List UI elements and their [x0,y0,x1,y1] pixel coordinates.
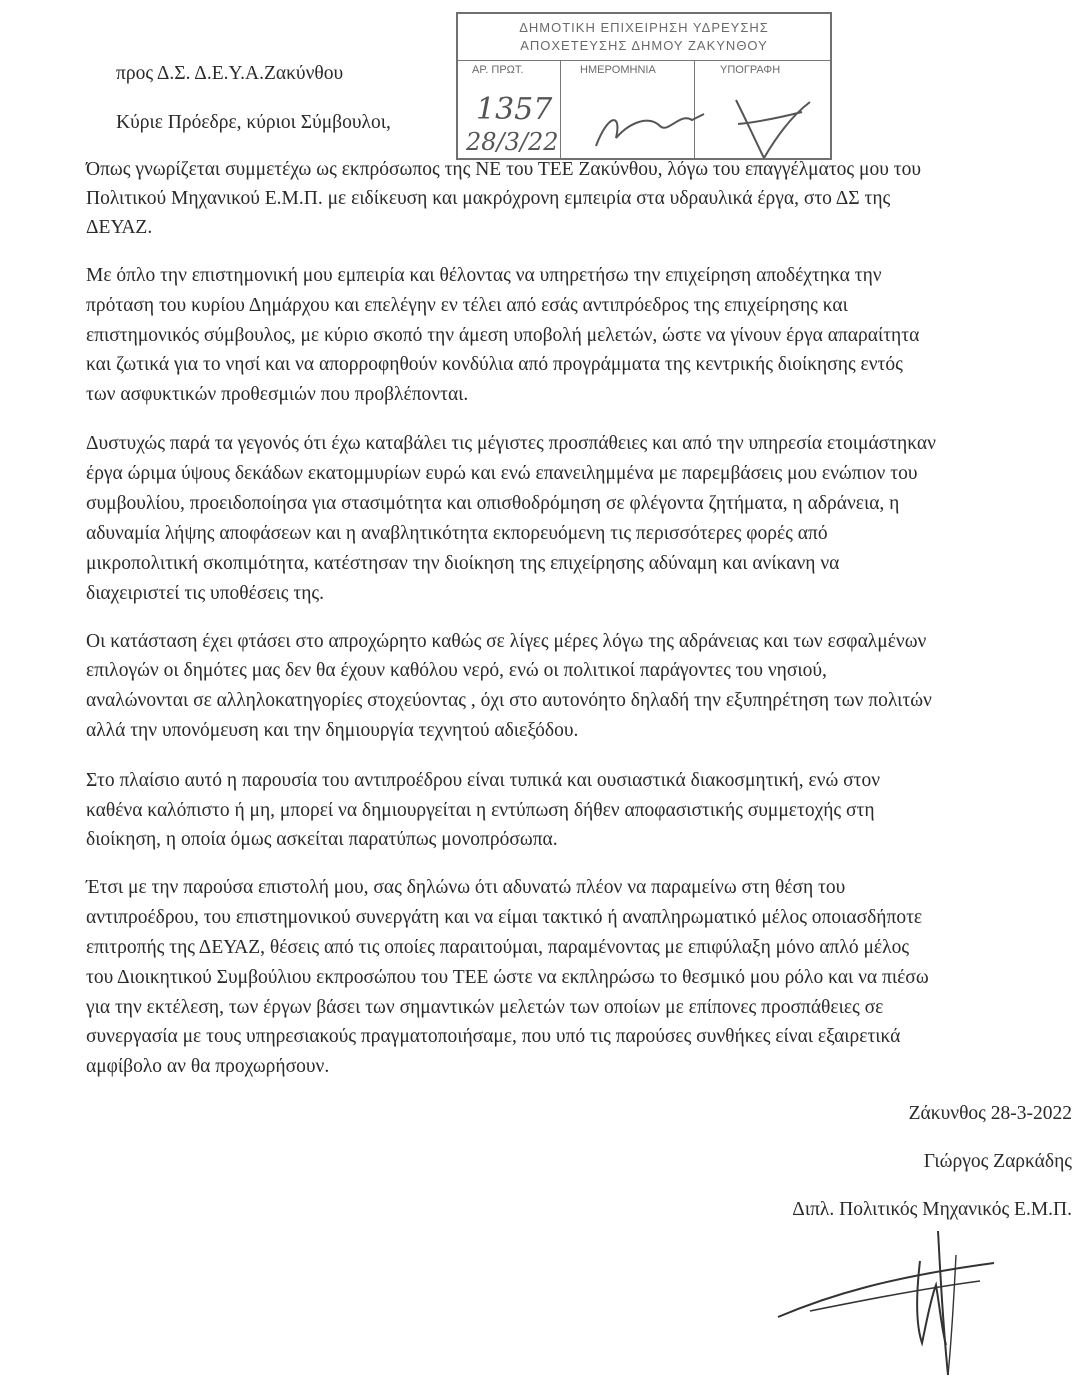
closing-place-date: Ζάκυνθος 28-3-2022 [908,1103,1072,1124]
paragraph-5-line-1: Στο πλαίσιο αυτό η παρουσία του αντιπροέδρου είναι τυπικά και ουσιαστικά διακοσμητική, ενώ στον [86,770,881,791]
paragraph-3-line-1: Δυστυχώς παρά τα γεγονός ότι έχω καταβάλει τις μέγιστες προσπάθειες και από την υπηρεσία ετοιμάστηκαν [86,433,936,454]
salutation: Κύριε Πρόεδρε, κύριοι Σύμβουλοι, [116,112,391,133]
paragraph-3-line-6: διαχειριστεί τις υποθέσεις της. [86,583,325,604]
closing-signatory-name: Γιώργος Ζαρκάδης [923,1151,1072,1172]
stamp-line-2: ΑΠΟΧΕΤΕΥΣΗΣ ΔΗΜΟΥ ΖΑΚΥΝΘΟΥ [520,38,768,53]
paragraph-2-line-5: των ασφυκτικών προθεσμιών που προβλέπονται. [86,384,469,405]
paragraph-1-line-2: Πολιτικού Μηχανικού Ε.Μ.Π. με ειδίκευση και μακρόχρονη εμπειρία στα υδραυλικά έργα, στο ΔΣ της [86,188,891,209]
paragraph-6-line-5: για την εκτέλεση, των έργων βάσει των σημαντικών μελετών των οποίων με επίπονες προσπάθειες σε [86,997,884,1018]
stamp-handwritten-number: 1357 [476,92,553,127]
paragraph-6-line-3: επιτροπής της ΔΕΥΑΖ, θέσεις από τις οποίες παραιτούμαι, παραμένοντας με επιφύλαξη μόνο απλό μέλος [86,937,910,958]
paragraph-6-line-7: αμφίβολο αν θα προχωρήσουν. [86,1056,330,1077]
stamp-col-signature: ΥΠΟΓΡΑΦΗ [720,64,781,76]
paragraph-6-line-6: συνεργασία με τους υπηρεσιακούς πραγματοποιήσαμε, που υπό τις παρούσες συνθήκες είναι εξαιρετικά [86,1026,901,1047]
stamp-column-separator [560,60,561,158]
paragraph-6-line-2: αντιπροέδρου, του επιστημονικού συνεργάτη και να είμαι τακτικό ή αναπληρωματικό μέλος οποιασδήποτε [86,907,923,928]
stamp-handwritten-initials [588,94,828,164]
paragraph-1-line-3: ΔΕΥΑΖ. [86,217,153,238]
paragraph-2-line-1: Με όπλο την επιστημονική μου εμπειρία και θέλοντας να υπηρετήσω την επιχείρηση αποδέχτηκα την [86,265,882,286]
stamp-handwritten-date: 28/3/22 [466,128,559,156]
paragraph-4-line-4: αλλά την υπονόμευση και την δημιουργία τεχνητού αδιεξόδου. [86,720,579,741]
paragraph-3-line-4: αδυναμία λήψης αποφάσεων και η αναβλητικότητα εκπορευόμενη τις περισσότερες φορές από [86,523,828,544]
paragraph-4-line-1: Οι κατάσταση έχει φτάσει στο απροχώρητο καθώς σε λίγες μέρες λόγω της αδράνειας και των εσφαλμένων [86,631,927,652]
paragraph-2-line-2: πρόταση του κυρίου Δημάρχου και επελέγην εν τέλει από εσάς αντιπρόεδρος της επιχείρησης και [86,295,848,316]
paragraph-6-line-1: Έτσι με την παρούσα επιστολή μου, σας δηλώνω ότι αδυνατώ πλέον να παραμείνω στη θέση του [86,877,846,898]
paragraph-3-line-2: έργα ώριμα ύψους δεκάδων εκατομμυρίων ευρώ και ενώ επανειλημμένα με παρεμβάσεις μου ενώπιον του [86,463,918,484]
paragraph-3-line-5: μικροπολιτική σκοπιμότητα, κατέστησαν την διοίκηση της επιχείρησης αδύναμη και ανίκανη να [86,553,840,574]
stamp-col-date: ΗΜΕΡΟΜΗΝΙΑ [580,64,656,76]
recipient-line: προς Δ.Σ. Δ.Ε.Υ.Α.Ζακύνθου [116,63,344,84]
stamp-line-1: ΔΗΜΟΤΙΚΗ ΕΠΙΧΕΙΡΗΣΗ ΥΔΡΕΥΣΗΣ [519,20,769,35]
stamp-col-number: ΑΡ. ΠΡΩΤ. [472,64,524,76]
paragraph-2-line-4: και ζωτικά για το νησί και να απορροφηθούν κονδύλια από προγράμματα της κεντρικής διοίκησης εντός [86,354,903,375]
paragraph-4-line-3: αναλώνονται σε αλληλοκατηγορίες στοχεύοντας , όχι στο αυτονόητο δηλαδή την εξυπηρέτηση των πολιτών [86,690,932,711]
paragraph-1-line-1: Όπως γνωρίζεται συμμετέχω ως εκπρόσωπος της ΝΕ του ΤΕΕ Ζακύνθου, λόγω του επαγγέλματος μου του [86,159,921,180]
paragraph-6-line-4: του Διοικητικού Συμβούλιου εκπροσώπου του ΤΕΕ ώστε να εκπληρώσω το θεσμικό μου ρόλο και να πιέσω [86,967,929,988]
registration-stamp [456,12,832,160]
paragraph-3-line-3: συμβουλίου, προειδοποίησα για στασιμότητα και οπισθοδρόμηση σε φλέγοντα ζητήματα, η αδράνεια, η [86,493,900,514]
paragraph-5-line-2: καθένα καλόπιστο ή μη, μπορεί να δημιουργείται η εντύπωση δήθεν αποφασιστικής συμμετοχής στη [86,800,875,821]
paragraph-5-line-3: διοίκηση, η οποία όμως ασκείται παρατύπως μονοπρόσωπα. [86,829,558,850]
closing-signatory-title: Διπλ. Πολιτικός Μηχανικός Ε.Μ.Π. [792,1199,1072,1220]
handwritten-signature [770,1225,1000,1385]
paragraph-4-line-2: επιλογών οι δημότες μας δεν θα έχουν καθόλου νερό, ενώ οι πολιτικοί παράγοντες του νησιού, [86,660,827,681]
paragraph-2-line-3: επιστημονικός σύμβουλος, με κύριο σκοπό την άμεση υποβολή μελετών, ώστε να γίνουν έργα απαραίτητα [86,325,920,346]
